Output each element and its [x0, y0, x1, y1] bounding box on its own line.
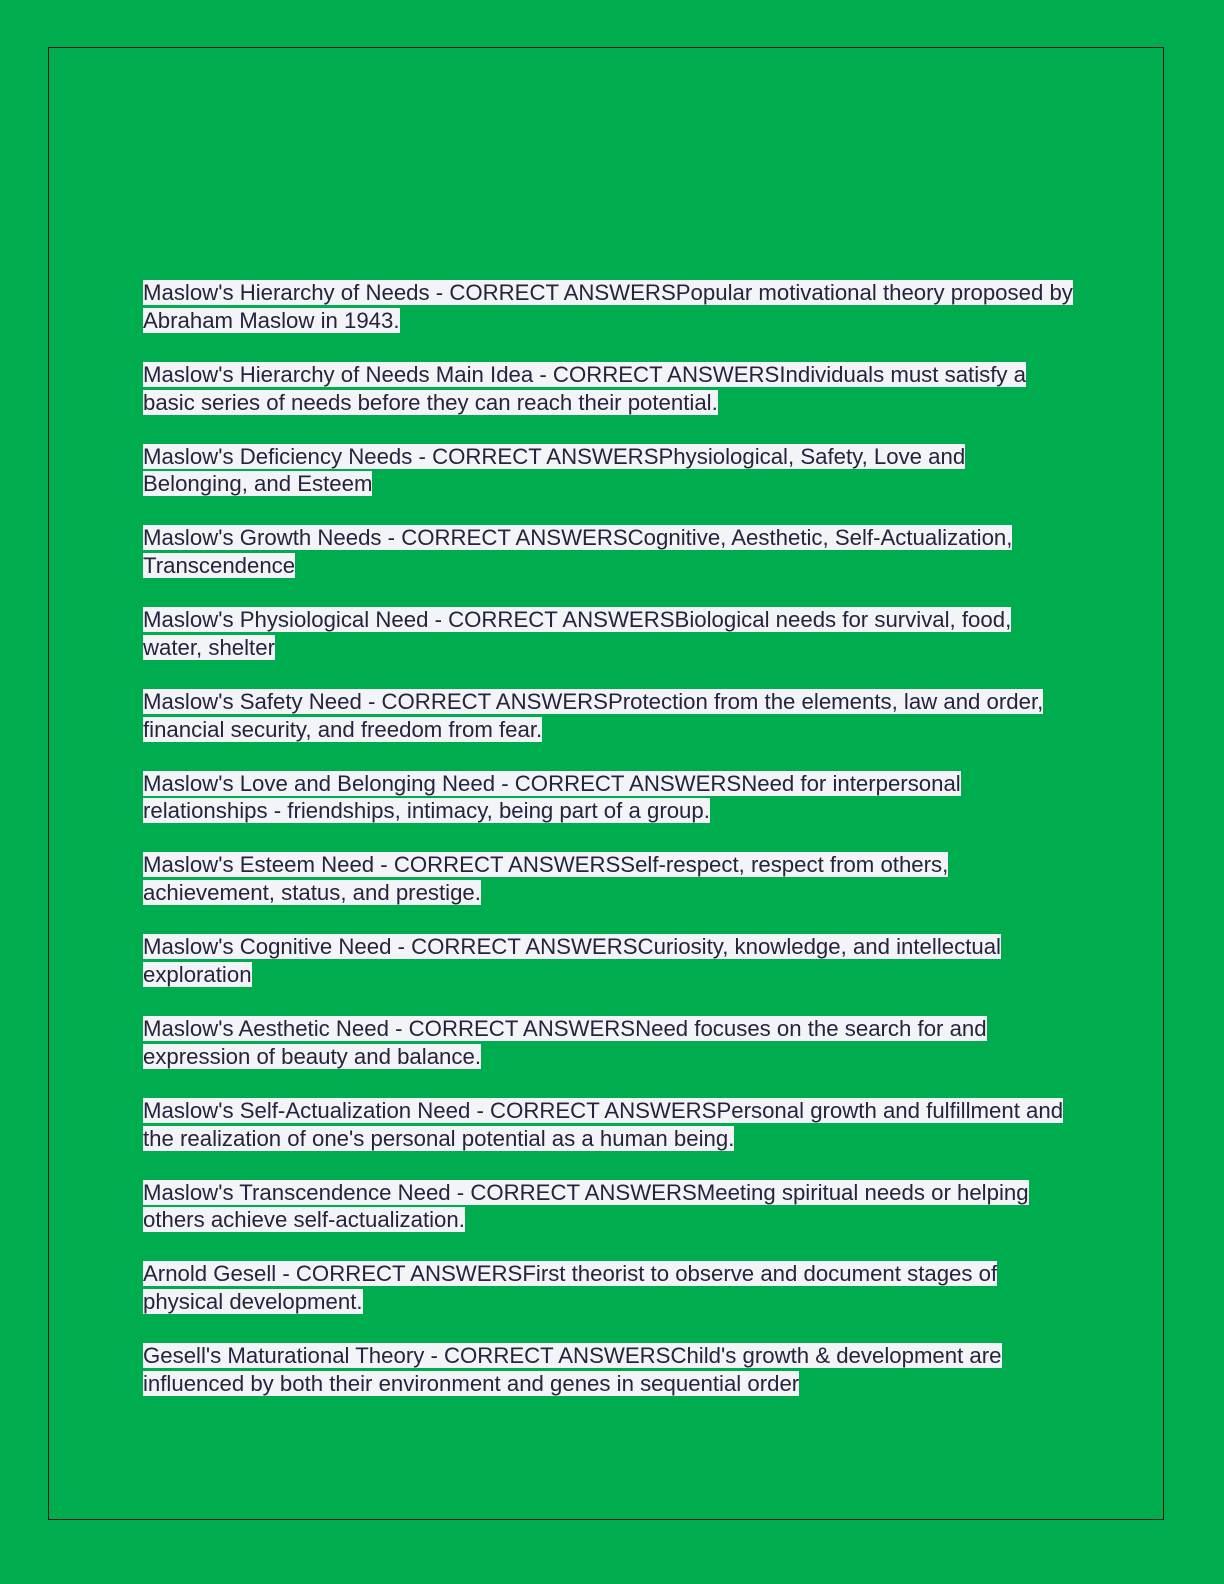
flashcard-entry	[143, 443, 1073, 499]
flashcard-entry	[143, 1015, 1073, 1071]
flashcard-text: Maslow's Physiological Need - CORRECT ANSWERSBiological needs for survival, food, water, shelter	[143, 607, 1012, 660]
flashcard-list	[143, 279, 1073, 1424]
flashcard-entry	[143, 688, 1073, 744]
flashcard-text: Maslow's Aesthetic Need - CORRECT ANSWERSNeed focuses on the search for and expression of beauty and balance.	[143, 1016, 987, 1069]
flashcard-entry	[143, 524, 1073, 580]
flashcard-text: Maslow's Esteem Need - CORRECT ANSWERSSelf-respect, respect from others, achievement, status, and prestige.	[143, 852, 949, 906]
flashcard-entry	[143, 606, 1073, 662]
flashcard-entry	[143, 1097, 1073, 1153]
flashcard-text: Maslow's Safety Need - CORRECT ANSWERSProtection from the elements, law and order, financial security, and freedom from fear.	[143, 688, 1044, 742]
flashcard-text: Maslow's Hierarchy of Needs Main Idea - CORRECT ANSWERSIndividuals must satisfy a basic series of needs before they can reach their potential.	[143, 361, 1026, 415]
flashcard-text: Maslow's Growth Needs - CORRECT ANSWERSCognitive, Aesthetic, Self-Actualization, Transcendence	[143, 525, 1013, 579]
flashcard-text: Arnold Gesell - CORRECT ANSWERSFirst theorist to observe and document stages of physical development.	[143, 1261, 998, 1315]
flashcard-entry	[143, 1342, 1073, 1398]
flashcard-entry	[143, 770, 1073, 826]
flashcard-entry	[143, 361, 1073, 417]
flashcard-text: Maslow's Self-Actualization Need - CORRECT ANSWERSPersonal growth and fulfillment and the realization of one's personal potential as a human being.	[143, 1097, 1064, 1151]
flashcard-text: Maslow's Deficiency Needs - CORRECT ANSWERSPhysiological, Safety, Love and Belonging, and Esteem	[143, 443, 966, 497]
flashcard-entry	[143, 1260, 1073, 1316]
flashcard-text: Gesell's Maturational Theory - CORRECT ANSWERSChild's growth & development are influenced by both their environment and genes in sequential order	[143, 1343, 1002, 1396]
flashcard-entry	[143, 1179, 1073, 1235]
flashcard-entry	[143, 933, 1073, 989]
flashcard-entry	[143, 851, 1073, 907]
flashcard-text: Maslow's Transcendence Need - CORRECT ANSWERSMeeting spiritual needs or helping others achieve self-actualization.	[143, 1179, 1029, 1233]
flashcard-entry	[143, 279, 1073, 335]
flashcard-text: Maslow's Hierarchy of Needs - CORRECT ANSWERSPopular motivational theory proposed by Abraham Maslow in 1943.	[143, 280, 1073, 333]
flashcard-text: Maslow's Cognitive Need - CORRECT ANSWERSCuriosity, knowledge, and intellectual exploration	[143, 934, 1001, 988]
flashcard-text: Maslow's Love and Belonging Need - CORRECT ANSWERSNeed for interpersonal relationships - friendships, intimacy, being part of a group.	[143, 770, 961, 824]
